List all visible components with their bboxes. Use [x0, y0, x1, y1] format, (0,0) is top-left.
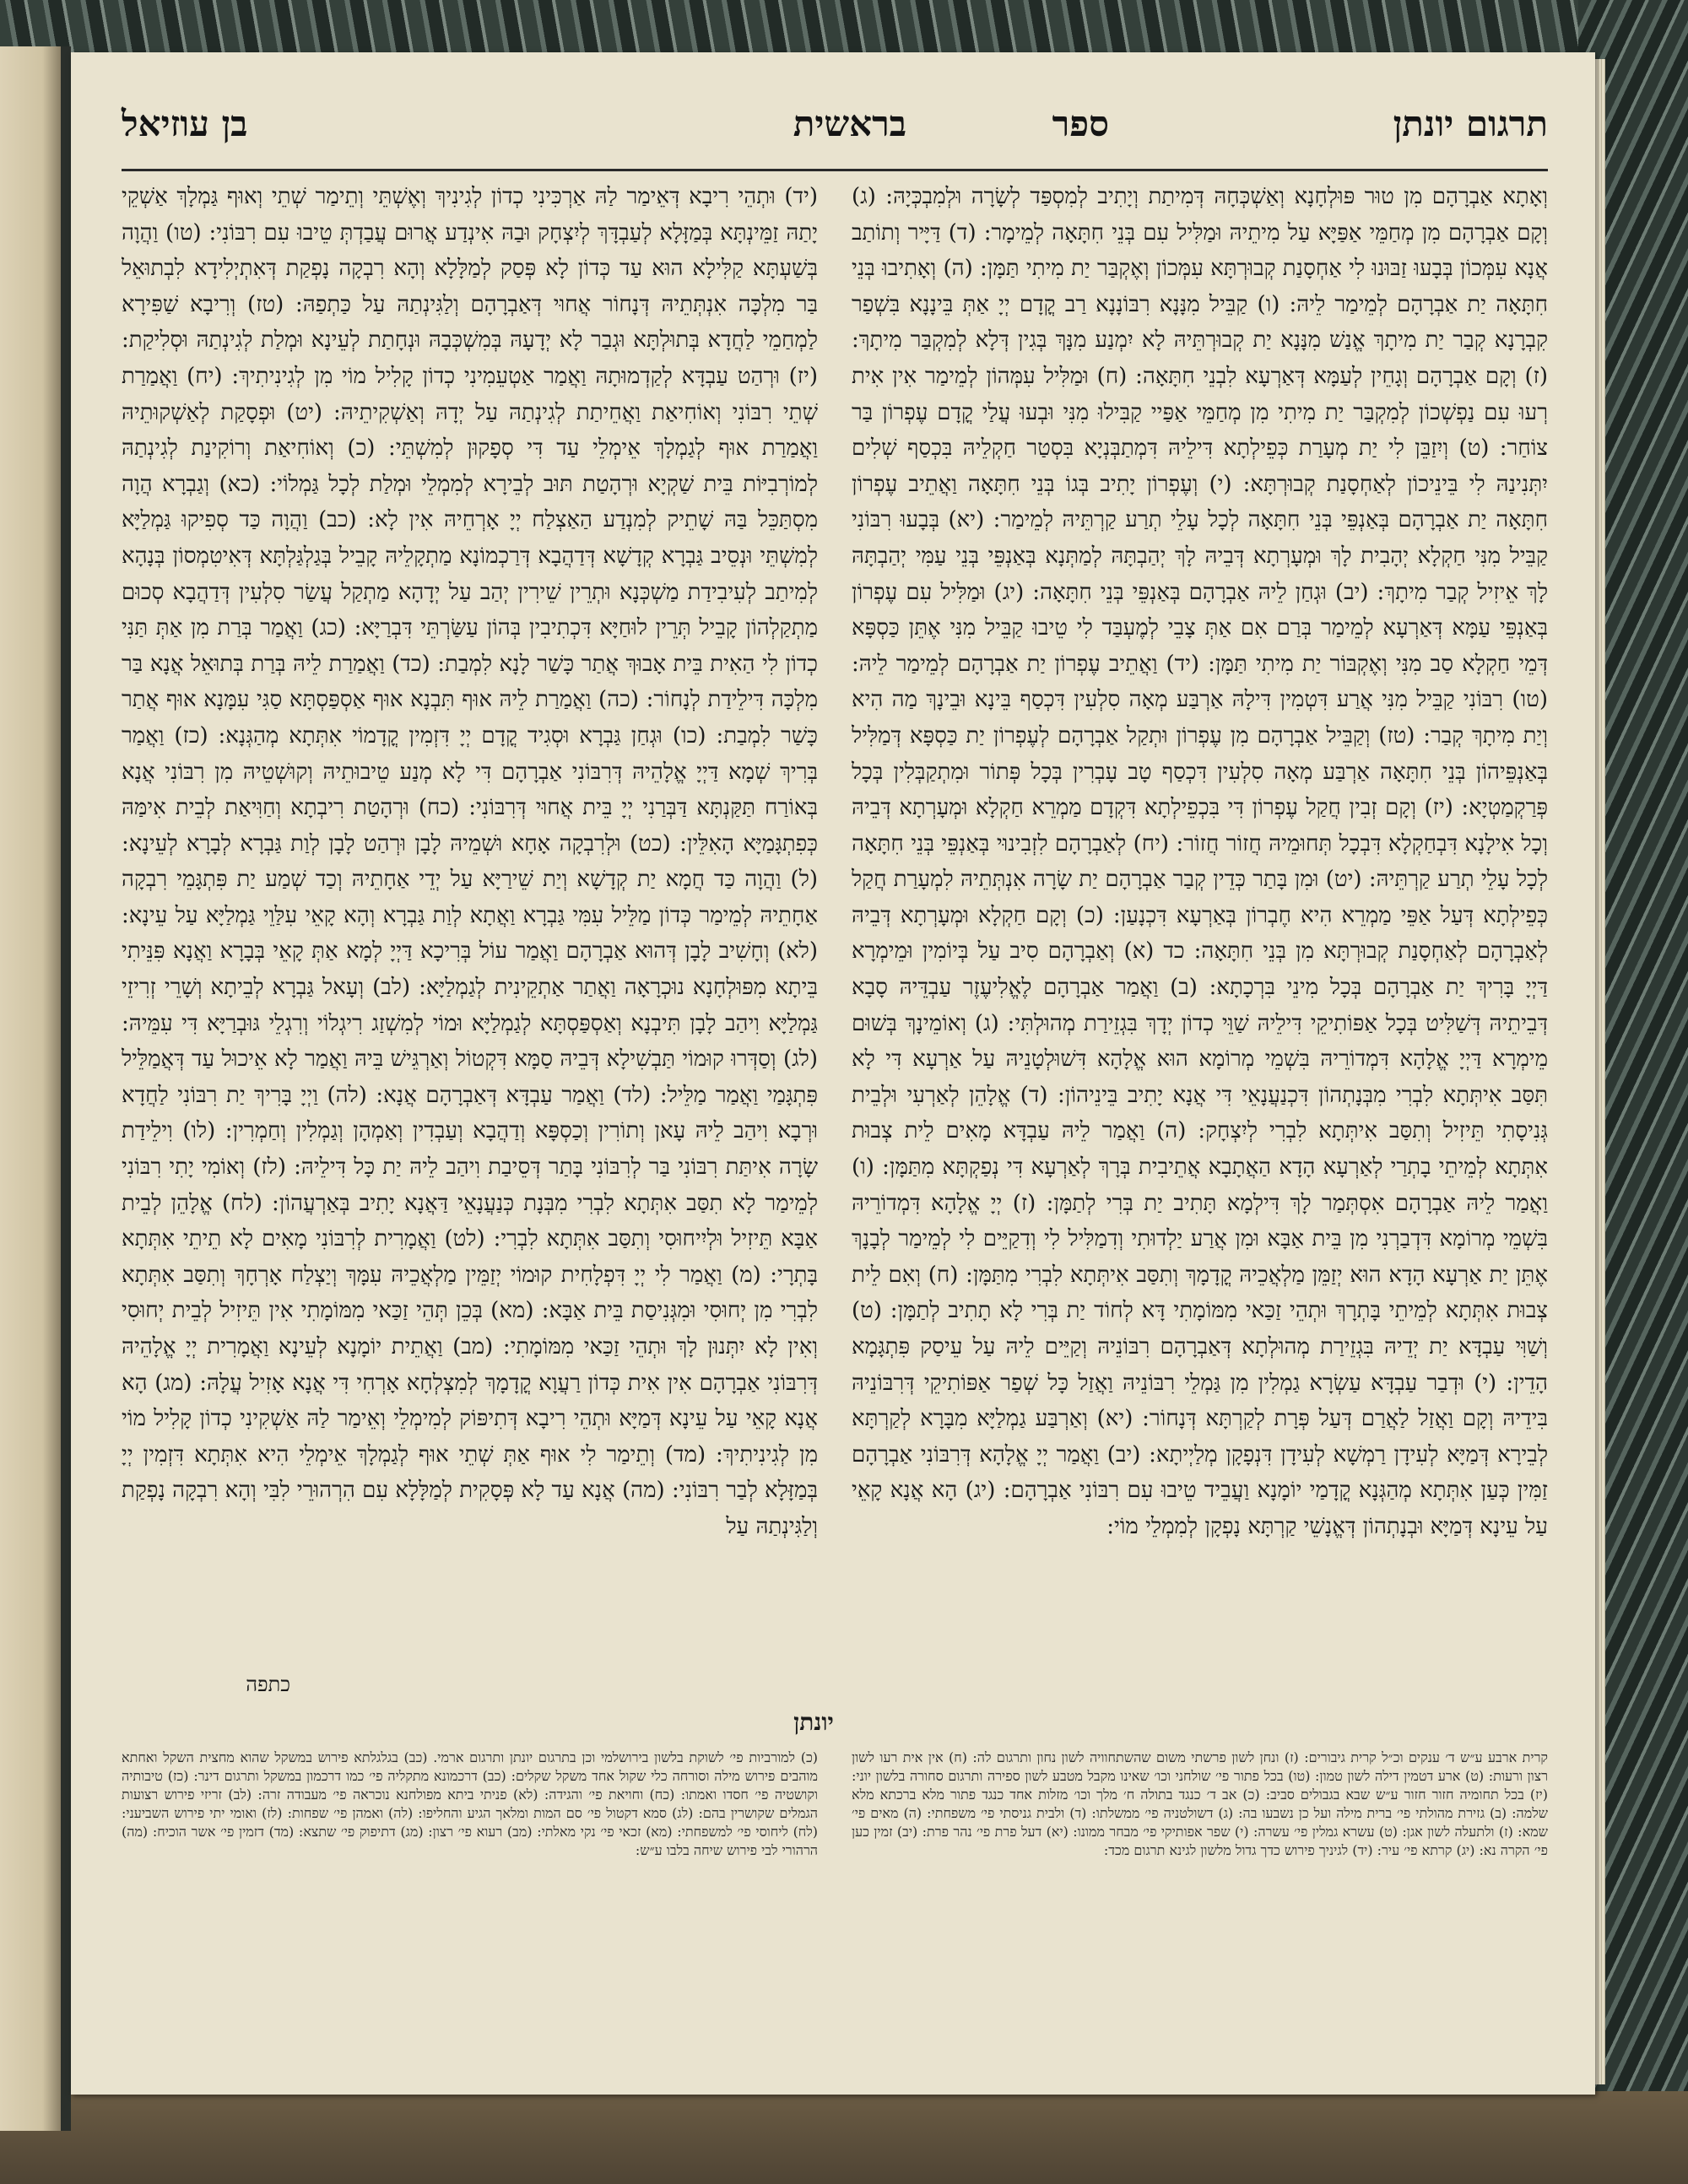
header-title-bereshit: בראשית: [793, 103, 906, 144]
running-header: [122, 103, 1548, 162]
book-cover-top: [0, 0, 1688, 59]
notes-title: יונתן: [793, 1708, 834, 1736]
header-title-left: בן עוזיאל: [122, 103, 248, 144]
book-spine: [61, 46, 71, 2131]
book-page: [71, 52, 1595, 2095]
text-column-right: וְאָתָא אַבְרָהָם מִן טוּר פּוּלְחָנָא וְאַשְׁכְּחָהּ דְּמִיתַת וְיָתִיב לְמִסְפַּד לְשָׂרָה וּלְמִבְכְּיָהּ: (ג) וְקָם אַבְרָהָם מִן מְחַמֵּי אַפַּיָּא עַל מִיתֵיהּ וּמַלִּיל עִם בְּנֵי חִתָּאָה לְמֵימָר: (ד) דַּיָּיר וְתוֹתַב אֲנָא עִמְּכוֹן בְּבָעוּ זַבּוּנוּ לִי אַחְסָנַת קְבוּרְתָּא עִמְּכוֹן וְאֶקְבַּר יַת מִיתִי תַּמָּן: (ה) וְאָתִיבוּ בְּנֵי חִתָּאָה יַת אַבְרָהָם לְמֵימַר לֵיהּ: (ו) קַבֵּיל מִנָּנָא רִבּוֹנָנָא רַב קֳדָם יְיָ אַתְּ בֵּינָנָא בִּשְׁפַר קִבְרָנָא קְבַר יַת מִיתָךְ אֱנַשׁ מִנָּנָא יַת קְבוּרְתֵּיהּ לָא יִמְנַע מִנָּךְ בְּגִין דְּלָא לְמִקְבַּר מִיתָךְ: (ז) וְקָם אַבְרָהָם וְגָחֵין לְעַמָּא דְּאַרְעָא לִבְנֵי חִתָּאָה: (ח) וּמַלִּיל עִמְּהוֹן לְמֵימַר אִין אִית רְעוּ עִם נַפְשְׁכוֹן לְמִקְבַּר יַת מִיתִי מִן מְחַמֵּי אַפַּיי קַבִּילוּ מִנִּי וּבְעוּ עֲלַי קֳדָם עֶפְרוֹן בַּר צוֹחַר: (ט) וְיִזַבֵּן לִי יַת מְעָרַת כְּפֵילְתָא דִּילֵיהּ דִּמְתַבְּנְיָא בִּסְטַר חַקְלֵיהּ בִּכְסַף שְׁלִים יִתְּנִינַהּ לִי בֵּינֵיכוֹן לְאַחְסָנַת קְבוּרְתָּא: (י) וְעֶפְרוֹן יָתִיב בְּגוֹ בְּנֵי חִתָּאָה וַאֲתֵיב עֶפְרוֹן חִתָּאָה יַת אַבְרָהָם בְּאַנְפֵּי בְּנֵי חִתָּאָה לְכָל עָלֵי תְרַע קַרְתֵּיהּ לְמֵימַר: (יא) בְּבָעוּ רִבּוֹנִי קַבֵּיל מִנִּי חַקְלָא יְהָבִית לָךְ וּמְעָרְתָא דְּבֵיהּ לָךְ יְהַבְתָּהּ לְמַתְּנָא בְּאַנְפֵּי בְּנֵי עַמִּי יְהַבְתָּהּ לָךְ אֵיזִיל קְבַר מִיתָךְ: (יב) וּגְחַן לֵיהּ אַבְרָהָם בְּאַנְפֵּי בְּנֵי חִתָּאָה: (יג) וּמַלִּיל עִם עֶפְרוֹן בְּאַנְפֵּי עַמָּא דְּאַרְעָא לְמֵימַר בְּרַם אִם אַתְּ צָבֵי לְמֶעְבַּד לִי טֵיבוּ קַבֵּיל מִנִּי אֶתֵּן כַּסְפָּא דְּמֵי חַקְלָא סַב מִנִּי וְאֶקְבּוֹר יַת מִיתִי תַּמָּן: (יד) וַאֲתֵיב עֶפְרוֹן יַת אַבְרָהָם לְמֵימַר לֵיהּ: (טו) רִבּוֹנִי קַבֵּיל מִנִּי אֲרַע דִּטְמִין דִּילָהּ אַרְבַּע מְאָה סִלְעִין דִּכְסַף בֵּינָא וּבֵינָךְ מַה הִיא וְיַת מִיתָךְ קְבַר: (טז) וְקַבֵּיל אַבְרָהָם מִן עֶפְרוֹן וּתְקַל אַבְרָהָם לְעֶפְרוֹן יַת כַּסְפָּא דְּמַלִּיל בְּאַנְפֵּיהוֹן בְּנֵי חִתָּאָה אַרְבַּע מְאָה סִלְעִין דִּכְסַף טָב עָבְרִין בְּכָל פְּתוֹר וּמִתְקַבְּלִין בְּכָל פְּרַקְמַטְיָא: (יז) וְקָם זְבִין חֲקַל עֶפְרוֹן דִּי בִּכְפֵילְתָא דִּקְדָם מַמְרֵא חַקְלָא וּמְעָרְתָא דְּבֵיהּ וְכָל אִילָנָא דִּבְחַקְלָא דִּבְכָל תְּחוּמֵיהּ חֲזוֹר חֲזוֹר: (יח) לְאַבְרָהָם לִזְבִינוּי בְּאַנְפֵּי בְּנֵי חִתָּאָה לְכָל עָלֵי תְרַע קַרְתֵּיהּ: (יט) וּמִן בָּתַר כְּדֵין קְבַר אַבְרָהָם יַת שָׂרָה אִנְתְּתֵיהּ לִמְעָרַת חֲקַל כְּפֵילְתָא דְּעַל אַפֵּי מַמְרֵא הִיא חֶבְרוֹן בְּאַרְעָא דִּכְנָעַן: (כ) וְקָם חַקְלָא וּמְעָרְתָא דְּבֵיהּ לְאַבְרָהָם לְאַחְסָנַת קְבוּרְתָּא מִן בְּנֵי חִתָּאָה: כד (א) וְאַבְרָהָם סִיב עַל בְּיוֹמִין וּמֵימְרָא דַּיְיָ בָּרִיךְ יַת אַבְרָהָם בְּכָל מִינֵי בִּרְכָתָא: (ב) וַאֲמַר אַבְרָהָם לֶאֱלִיעֶזֶר עַבְדֵּיהּ סָבָא דְּבֵיתֵיהּ דְּשַׁלִּיט בְּכָל אַפּוֹתִיקֵי דִּילֵיהּ שַׁוֵּי כְדוֹן יְדָךְ בִּגְזֵירַת מְהוּלְתִּי: (ג) וְאוֹמֵינָךְ בְּשׁוּם מֵימְרָא דַּיְיָ אֱלָהָא דִּמְדוֹרֵיהּ בִּשְׁמֵי מְרוֹמָא הוּא אֱלָהָא דִּשׁוּלְטָנֵיהּ עַל אַרְעָא דִּי לָא תִּסַּב אִיתְּתָא לִבְרִי מִבְּנָתְהוֹן דִּכְנַעֲנָאֵי דִּי אֲנָא יָתִיב בֵּינֵיהוֹן: (ד) אֱלָהֵן לְאַרְעִי וּלְבֵית גְּנִיסָתִי תֵּיזִיל וְתִסַּב אִיתְּתָא לִבְרִי לְיִצְחָק: (ה) וַאֲמַר לֵיהּ עַבְדָּא מָאִים לֵית צְבוּת אִתְּתָא לְמֵיתֵי בָתְרַי לְאַרְעָא הָדָא הַאֲתָבָא אֲתֵיבִית בְּרָךְ לְאַרְעָא דִּי נְפַקְתָּא מִתַּמָּן: (ו) וַאֲמַר לֵיהּ אַבְרָהָם אִסְתְּמַר לָךְ דִּילְמָא תָּתִיב יַת בְּרִי לְתַמָּן: (ז) יְיָ אֱלָהָא דִּמְדוֹרֵיהּ בִּשְׁמֵי מְרוֹמָא דִּדְבַרְנִי מִן בֵּית אַבָּא וּמִן אֲרַע יַלְדוּתִי וְדִמַלִּיל לִי וְדִקַיֵּים לִי לְמֵימַר לְבָנָךְ אֶתֵּן יַת אַרְעָא הָדָא הוּא יְזַמֵּן מַלְאֲכֵיהּ קֳדָמָךְ וְתִסַּב אִיתְּתָא לִבְרִי מִתַּמָּן: (ח) וְאִם לֵית צְבוּת אִתְּתָא לְמֵיתֵי בָּתְרָךְ וּתְהֵי זַכַּאי מִמּוֹמָתִי דָּא לְחוֹד יַת בְּרִי לָא תָתִיב לְתַמָּן: (ט) וְשַׁוִּי עַבְדָּא יַת יְדֵיהּ בִּגְזֵירַת מְהוּלְתָא דְּאַבְרָהָם רִבּוֹנֵיהּ וְקַיֵּים לֵיהּ עַל עֵיסַק פִּתְגָּמָא הָדֵין: (י) וּדְבַר עַבְדָּא עַשְׂרָא גַמְלִין מִן גַּמְלֵי רִבּוֹנֵיהּ וַאֲזַל כָּל שְׁפַר אַפּוֹתִיקֵי דְּרִבּוֹנֵיהּ בִּידֵיהּ וְקָם וַאֲזַל לַאֲרַם דְּעַל פְּרָת לְקַרְתָּא דְּנָחוֹר: (יא) וְאַרְבַּע גַמְלַיָּא מִבָּרָא לְקַרְתָּא לְבֵירָא דְּמַיָּא לְעִידָן רַמְשָׁא לְעִידָן דִּנְפָקָן מְלַיְיתָא: (יב) וַאֲמַר יְיָ אֱלָהָא דְּרִבּוֹנִי אַבְרָהָם זַמִּין כְּעַן אִתְּתָא מְהַגְּנָא קֳדָמַי יוֹמָנָא וַעֲבֵיד טֵיבוּ עִם רִבּוֹנִי אַבְרָהָם: (יג) הָא אֲנָא קָאֵי עַל עֵינָא דְּמַיָּא וּבְנָתְהוֹן דְּאֱנָשֵׁי קַרְתָּא נָפְקָן לְמִמְלֵי מוֹי:: [852, 184, 1548, 1539]
header-title-right: תרגום יונתן: [1393, 103, 1548, 144]
text-column-left: (יד) וּתְהֵי רִיבָא דְּאֵימַר לַהּ אַרְכִּינִי כְדוֹן לְגִינִיךְ וְאֶשְׁתֵּי וְתֵימַר שְׁתֵי וְאוּף גַּמְלָךְ אַשְׁקֵי יָתַהּ זַמֵּינְתָּא בְּמַזָּלָא לְעַבְדָּךְ לְיִצְחָק וּבַהּ אִינְדַע אֲרוּם עֲבַדְתְּ טֵיבוּ עִם רִבּוֹנִי: (טו) וַהֲוָה בְּשַׁעְתָּא קַלִּילָא הוּא עַד כְּדוֹן לָא פְּסַק לְמַלָּלָא וְהָא רִבְקָה נָפְקַת דְּאִתְיְלִידָא לִבְתוּאֵל בַּר מִלְכָּה אִנְתְּתֵיהּ דְּנָחוֹר אֲחוּי דְּאַבְרָהָם וְלַגִּינְתַהּ עַל כַּתְפַהּ: (טז) וְרִיבָא שַׁפִּירָא לַמְחַמֵי לַחֲדָא בְּתוּלְתָּא וּגְבַר לָא יְדָעָהּ בְּמִשְׁכְּבָהּ וּנְחָתַת לְעֵינָא וּמְלַת לְגִינְתַהּ וּסְלִיקַת: (יז) וּרְהַט עַבְדָּא לְקַדְמוּתָהּ וַאֲמַר אַטְעֵמִינִי כְדוֹן קָלִיל מוֹי מִן לְגִינִיתִיךְ: (יח) וַאֲמַרַת שְׁתֵי רִבּוֹנִי וְאוֹחִיאַת וַאֲחֵיתַת לְגִינְתַהּ עַל יְדָהּ וְאַשְׁקִיתֵיהּ: (יט) וּפְסָקַת לְאַשְׁקוּתֵיהּ וַאֲמַרַת אוּף לְגַמְלָךְ אֵימְלֵי עַד דִּי סְפָקוּן לְמִשְׁתֵּי: (כ) וְאוֹחִיאַת וְרוֹקִינַת לְגִינְתַהּ לְמוֹרְבִיּוֹת בֵּית שַׁקְיָא וּרְהָטַת תּוּב לְבֵירָא לְמִמְלֵי וּמְלַת לְכָל גַּמְלוֹי: (כא) וְגַבְרָא הֲוָה מִסְתַּכֵּל בַּהּ שָׁתֵיק לְמִנְדַע הַאַצְלַח יְיָ אָרְחֵיהּ אִין לָא: (כב) וַהֲוָה כַּד סְפִיקוּ גַּמְלַיָּא לְמִשְׁתֵּי וּנְסֵיב גַּבְרָא קְדָשָׁא דְּדַהֲבָא דְּרַכְמוֹנָא מַתְקָלֵיהּ קָבֵיל בְּגַלְגַּלְתָּא דְּאִיטִמְסוֹן בְּנָהָא לְמִיתַב לְעִיבִידַת מַשְׁכְּנָא וּתְרֵין שֵׁירִין יְהַב עַל יְדָהָא מַתְקַל עֲשַׂר סִלְעִין דְּדַהֲבָא סְכוּם מַתְקַלְהוֹן קָבֵיל תְּרֵין לוּחַיָּא דִּכְתִיבִין בְּהוֹן עַשַּׂרְתֵּי דִּבְרַיָּא: (כג) וַאֲמַר בְּרַת מִן אַתְּ תַּנִּי כְדוֹן לִי הַאִית בֵּית אָבוּךְ אֲתַר כָּשַׁר לָנָא לִמְבַת: (כד) וַאֲמַרַת לֵיהּ בְּרַת בְּתוּאֵל אֲנָא בַּר מִלְכָּה דִּילֵידַת לְנָחוֹר: (כה) וַאֲמַרַת לֵיהּ אוּף תִּבְנָא אוּף אַסְפַּסְתָּא סַגִּי עִמָּנָא אוּף אֲתַר כָּשַׁר לִמְבַת: (כו) וּגְחַן גַּבְרָא וּסְגִיד קֳדָם יְיָ דִּזְמִין קֳדָמוֹי אִתְּתָא מְהַגְּנָא: (כז) וַאֲמַר בְּרִיךְ שְׁמָא דַּיְיָ אֱלָהֵיהּ דְּרִבּוֹנִי אַבְרָהָם דִּי לָא מְנַע טֵיבוּתֵיהּ וְקוּשְׁטֵיהּ מִן רִבּוֹנִי אֲנָא בְּאוֹרַח תַּקַּנְתָּא דַּבְּרַנִי יְיָ בֵּית אֲחוּי דְּרִבּוֹנִי: (כח) וּרְהָטַת רִיבְתָא וְחַוִּיאַת לְבֵית אִימַּהּ כְּפִתְגָּמַיָּא הָאִלֵּין: (כט) וּלְרִבְקָה אָחָא וּשְׁמֵיהּ לָבָן וּרְהַט לָבָן לְוַת גַּבְרָא לְבָרָא לְעֵינָא: (ל) וַהֲוָה כַּד חֲמָא יַת קְדָשָׁא וְיַת שֵׁירַיָּא עַל יְדֵי אַחָתֵיהּ וְכַד שְׁמַע יַת פִּתְגָּמֵי רִבְקָה אַחָתֵיהּ לְמֵימַר כְּדוֹן מַלֵּיל עִמִּי גַּבְרָא וַאֲתָא לְוַת גַּבְרָא וְהָא קָאֵי עִלַּוֵי גַּמְלַיָּא עַל עֵינָא: (לא) וְחָשִׁיב לָבָן דְּהוּא אַבְרָהָם וַאֲמַר עוֹל בְּרִיכָא דַּיְיָ לְמָא אַתְּ קָאֵי בְּבָרָא וַאֲנָא פִּנֵּיתִי בֵּיתָא מִפּוּלְחָנָא נוּכְרָאָה וַאֲתַר אַתְקֵינִית לְגַמְלַיָּא: (לב) וְעָאל גַּבְרָא לְבֵיתָא וְשָׁרֵי זְרִיזֵי גַּמְלַיָּא וִיהַב לָבָן תִּיבְנָא וְאַסְפַּסְתָּא לְגַמְלַיָּא וּמוֹי לְמִשְׁזַג רִיגְלוֹי וְרִגְלֵי גּוּבְרַיָּא דִּי עִמֵּיהּ: (לג) וְסַדְּרוּ קוּמוֹי תַּבְשִׁילָא דְּבֵיהּ סַמָּא דִּקְטוֹל וְאַרְגֵּישׁ בֵּיהּ וַאֲמַר לָא אֵיכוּל עַד דְּאֲמַלֵּיל פִּתְגָּמַי וַאֲמַר מַלֵּיל: (לד) וַאֲמַר עַבְדָּא דְּאַבְרָהָם אֲנָא: (לה) וַיְיָ בָּרִיךְ יַת רִבּוֹנִי לַחֲדָא וּרְבָא וִיהַב לֵיהּ עָאן וְתוֹרִין וְכַסְפָּא וְדַהֲבָא וְעַבְדִין וְאַמְהָן וְגַמְלִין וְחַמְרִין: (לו) וִילֵידַת שָׂרָה אִיתַּת רִבּוֹנִי בַּר לְרִבּוֹנִי בָּתַר דְּסֵיבַת וִיהַב לֵיהּ יַת כָּל דִּילֵיהּ: (לז) וְאוֹמִי יָתִי רִבּוֹנִי לְמֵימַר לָא תִסַּב אִתְּתָא לִבְרִי מִבְּנָת כְּנַעֲנָאֵי דַּאֲנָא יָתִיב בְּאַרְעֲהוֹן: (לח) אֱלָהֵן לְבֵית אַבָּא תֵּיזִיל וּלְיִיחוּסִי וְתִסַּב אִתְּתָא לִבְרִי: (לט) וַאֲמָרִית לְרִבּוֹנִי מָאִים לָא תֵיתֵי אִתְּתָא בָּתְרָי: (מ) וַאֲמַר לִי יְיָ דִּפְלָחִית קוּמוֹי יְזַמֵּין מַלְאֲכֵיהּ עִמָּךְ וְיַצְלַח אָרְחָךְ וְתִסַּב אִתְּתָא לִבְרִי מִן יְחוּסִי וּמִגְּנִיסַת בֵּית אַבָּא: (מא) בְּכֵן תְּהֵי זַכַּאי מִמּוֹמָתִי אִין תֵּיזִיל לְבֵית יְחוּסִי וְאִין לָא יִתְּנוּן לָךְ וּתְהֵי זַכַּאי מִמּוֹמָתִי: (מב) וַאֲתֵית יוֹמָנָא לְעֵינָא וַאֲמָרִית יְיָ אֱלָהֵיהּ דְּרִבּוֹנִי אַבְרָהָם אִין אִית כְּדוֹן רַעֲוָא קֳדָמָךְ לְמִצְלְחָא אָרְחִי דִּי אֲנָא אָזִיל עֲלָהּ: (מג) הָא אֲנָא קָאֵי עַל עֵינָא דְּמַיָּא וּתְהֵי רִיבָא דְּתִיפּוֹק לְמִימְלֵי וְאֵימַר לַהּ אַשְׁקִינִי כְדוֹן קָלִיל מוֹי מִן לְגִינִיתִיךְ: (מד) וְתֵימַר לִי אוּף אַתְּ שְׁתֵי אוּף לְגַמְלָךְ אֵימְלֵי הִיא אִתְּתָא דִּזְמִין יְיָ בְּמַזָּלָא לְבַר רִבּוֹנִי: (מה) אֲנָא עַד לָא פְּסָקִית לְמַלָּלָא עִם הִרְהוּרֵי לִבִּי וְהָא רִבְקָה נָפְקַת וְלַגִּינְתַהּ עַל: [122, 184, 818, 1539]
facing-page-edge: [0, 46, 61, 2131]
header-rule: [122, 169, 1548, 171]
main-text: [122, 179, 1548, 1673]
book-cover-bottom: [0, 2091, 1688, 2184]
header-title-sefer: ספר: [1052, 103, 1109, 144]
footnotes-column-left: (כ) למורביות פי׳ לשוקת בלשון בירושלמי וכן בתרגום יונתן ותרגום ארמי. (כב) בגלגלתא פירוש במשקל שהוא מחצית השקל ואחתא מוהבים פירוש מילה וסורחה כלי שקול אחד משקל שקלים: (כב) דרכמונא מתקליה פי׳ כמו דרכמון במשקל ותרגום דינר: (כז) טיבותיה וקושטיה פי׳ חסדו ואמתו: (כח) וחויאת פי׳ והגידה: (לא) פניתי ביתא מפולחנא נוכראה פי׳ מעבודה זרה: (לב) זריזי פירוש רצועות הגמלים שקושרין בהם: (לג) סמא דקטול פי׳ סם המות ומלאך הגיע והחליפו: (לה) ואמהן פי׳ שפחות: (לז) ואומי יתי פירוש השביעני: (לח) ליחוסי פי׳ למשפחתי: (מא) זכאי פי׳ נקי מאלתי: (מב) רעוא פי׳ רצון: (מג) דתיפוק פי׳ שתצא: (מד) דזמין פי׳ אשר הוכיח: (מה) הרהורי לבי פירוש שיחה בלבו ע״ש:: [122, 1749, 818, 1858]
footnotes: [122, 1749, 1548, 1943]
catchword: כתפה: [246, 1673, 290, 1696]
footnotes-column-right: קרית ארבע ע״ש ד׳ ענקים וכ״ל קרית גיבורים: (ז) ונחן לשון פרשתי משום שהשתחוויה לשון נחון ותרגום לה: (ח) אין אית רעו לשון רצון ורעות: (ט) ארע דטמין דילה לשון טמון: (טו) בכל פתור פי׳ שולחני וכו׳ שאינו מקבל מטבע לשון ספירה ותרגום סחורה בלשון יוני: (יז) בכל תחומיה חזור חזור ע״ש שבא בגבולים סביב: (כ) אב ד׳ כנגד בתולה ח׳ מלך וכו׳ מזלות אחד כנגד פתור מלא ברכתא מלא שלמה: (ב) גזירת מהולתי פי׳ ברית מילה ועל כן נשבעו בה: (ג) דשולטניה פי׳ ממשלתו: (ד) ולבית גניסתי פי׳ משפחתי: (ה) מאים פי׳ שמא: (ז) ולתעלה לשון אגן: (ט) עשרא גמלין פי׳ עשרה: (י) שפר אפותיקי פי׳ מבחר ממונו: (יא) דעל פרת פי׳ נהר פרת: (יב) זמין כען פי׳ הקרה נא: (יג) קרתא פי׳ עיר: (יד) לגיניך פירוש כדך גדול מלשון לגינא תרגום מכד:: [852, 1749, 1548, 1858]
